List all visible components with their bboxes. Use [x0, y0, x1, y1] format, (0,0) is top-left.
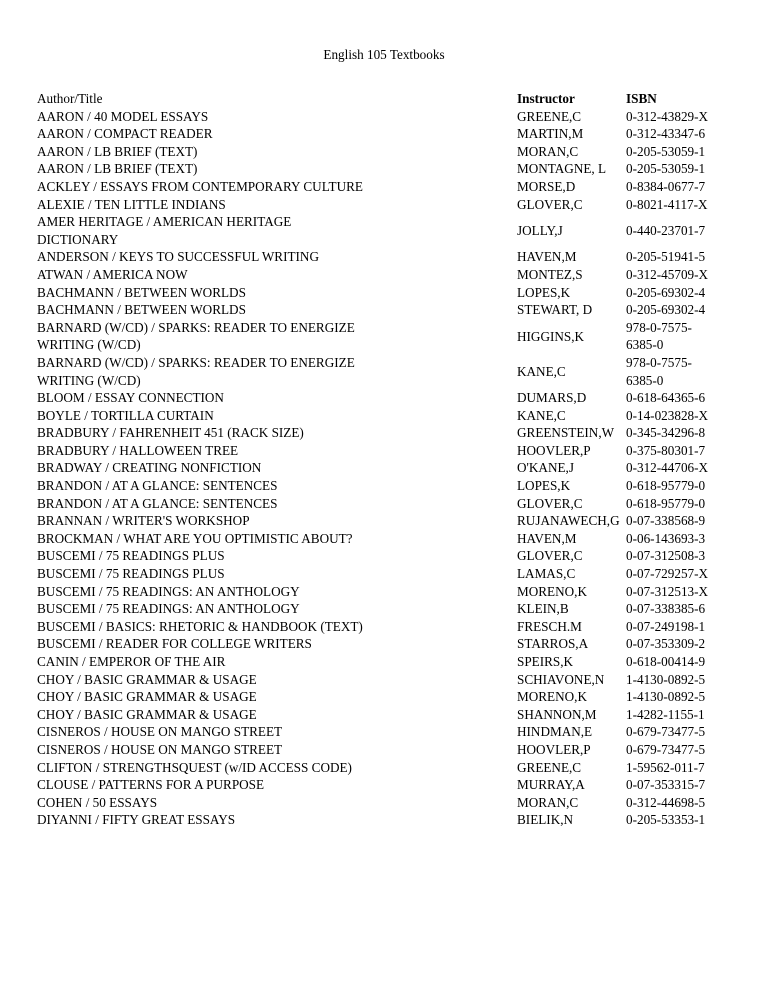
- table-row: [37, 125, 736, 143]
- table-row: [37, 811, 736, 829]
- table-row: [37, 213, 736, 248]
- cell-author-title-text: BUSCEMI / BASICS: RHETORIC & HANDBOOK (TEXT): [37, 618, 363, 634]
- cell-author-title: [37, 266, 517, 284]
- cell-author-title: [37, 213, 517, 248]
- table-row: [37, 424, 736, 442]
- table-row: [37, 442, 736, 460]
- cell-author-title: [37, 635, 517, 653]
- cell-author-title-text: BARNARD (W/CD) / SPARKS: READER TO ENERGIZE WRITING (W/CD): [37, 354, 355, 388]
- cell-instructor: MURRAY,A: [517, 777, 585, 793]
- cell-isbn-text: 1-4130-0892-5: [626, 671, 706, 687]
- cell-instructor: MONTAGNE, L: [517, 161, 607, 177]
- cell-isbn-text: 1-4282-1155-1: [626, 706, 705, 722]
- cell-isbn-text: 0-8021-4117-X: [626, 196, 708, 212]
- cell-isbn-text: 0-07-249198-1: [626, 618, 706, 634]
- cell-author-title: [37, 389, 517, 407]
- cell-author-title: [37, 143, 517, 161]
- cell-instructor: LOPES,K: [517, 284, 571, 300]
- cell-isbn: [622, 653, 736, 671]
- cell-isbn-text: 0-07-338385-6: [626, 601, 706, 617]
- cell-isbn: [622, 407, 736, 425]
- table-row: [37, 108, 736, 126]
- cell-isbn-text: 0-618-95779-0: [626, 478, 706, 494]
- cell-author-title-text: ACKLEY / ESSAYS FROM CONTEMPORARY CULTURE: [37, 178, 363, 194]
- cell-author-title: [37, 723, 517, 741]
- table-row: [37, 635, 736, 653]
- table-row: [37, 776, 736, 794]
- cell-isbn: [622, 671, 736, 689]
- cell-author-title: [37, 459, 517, 477]
- table-row: [37, 565, 736, 583]
- cell-isbn: [622, 794, 736, 812]
- cell-author-title: [37, 495, 517, 513]
- cell-isbn-text: 0-205-69302-4: [626, 284, 706, 300]
- table-row: [37, 407, 736, 425]
- cell-author-title: [37, 565, 517, 583]
- table-row: [37, 284, 736, 302]
- cell-isbn: [622, 143, 736, 161]
- cell-instructor: MORAN,C: [517, 794, 579, 810]
- table-row: [37, 495, 736, 513]
- cell-instructor: MORENO,K: [517, 689, 587, 705]
- cell-instructor: BIELIK,N: [517, 812, 574, 828]
- cell-isbn-text: 0-312-45709-X: [626, 266, 709, 282]
- cell-isbn: [622, 635, 736, 653]
- cell-isbn: [622, 600, 736, 618]
- cell-isbn: [622, 301, 736, 319]
- cell-isbn-text: 0-679-73477-5: [626, 724, 706, 740]
- cell-author-title-text: BOYLE / TORTILLA CURTAIN: [37, 407, 214, 423]
- cell-isbn-text: 0-07-353309-2: [626, 636, 706, 652]
- table-row: [37, 583, 736, 601]
- table-row: [37, 794, 736, 812]
- cell-instructor: GREENE,C: [517, 108, 582, 124]
- cell-author-title: [37, 583, 517, 601]
- table-row: [37, 477, 736, 495]
- cell-author-title-text: ANDERSON / KEYS TO SUCCESSFUL WRITING: [37, 249, 319, 265]
- cell-isbn: [622, 759, 736, 777]
- cell-instructor: GLOVER,C: [517, 548, 583, 564]
- cell-isbn: [622, 583, 736, 601]
- cell-instructor: MORAN,C: [517, 143, 579, 159]
- cell-author-title-text: COHEN / 50 ESSAYS: [37, 794, 158, 810]
- cell-isbn: [622, 618, 736, 636]
- cell-author-title: [37, 706, 517, 724]
- cell-isbn-text: 0-205-69302-4: [626, 302, 706, 318]
- cell-author-title-text: AMER HERITAGE / AMERICAN HERITAGE DICTIONARY: [37, 214, 292, 247]
- cell-isbn-text: 0-205-53353-1: [626, 812, 706, 828]
- cell-instructor: GLOVER,C: [517, 196, 583, 212]
- cell-author-title-text: CLOUSE / PATTERNS FOR A PURPOSE: [37, 777, 265, 793]
- cell-isbn: [622, 266, 736, 284]
- cell-author-title-text: ALEXIE / TEN LITTLE INDIANS: [37, 196, 226, 212]
- cell-isbn: [622, 284, 736, 302]
- cell-author-title: [37, 530, 517, 548]
- cell-instructor: GLOVER,C: [517, 495, 583, 511]
- cell-isbn: [622, 706, 736, 724]
- table-body: [37, 108, 736, 829]
- table-row: [37, 688, 736, 706]
- cell-instructor: LAMAS,C: [517, 566, 576, 582]
- cell-author-title: [37, 811, 517, 829]
- cell-isbn: [622, 459, 736, 477]
- cell-instructor: HAVEN,M: [517, 249, 577, 265]
- cell-isbn-text: 0-618-00414-9: [626, 654, 706, 669]
- cell-isbn: [622, 477, 736, 495]
- cell-author-title-text: BUSCEMI / 75 READINGS: AN ANTHOLOGY: [37, 601, 300, 617]
- cell-isbn-text: 0-440-23701-7: [626, 222, 706, 238]
- cell-author-title: [37, 653, 517, 671]
- cell-isbn: [622, 723, 736, 741]
- cell-author-title: [37, 794, 517, 812]
- cell-isbn-text: 0-205-53059-1: [626, 161, 706, 177]
- table-row: [37, 547, 736, 565]
- cell-author-title-text: BRADWAY / CREATING NONFICTION: [37, 460, 262, 476]
- cell-isbn: [622, 530, 736, 548]
- cell-isbn: [622, 319, 736, 354]
- cell-isbn: [622, 688, 736, 706]
- cell-isbn-text: 1-4130-0892-5: [626, 689, 706, 705]
- cell-author-title-text: CISNEROS / HOUSE ON MANGO STREET: [37, 724, 283, 740]
- cell-isbn-text: 0-312-44698-5: [626, 794, 706, 810]
- cell-instructor: LOPES,K: [517, 478, 571, 494]
- cell-author-title-text: BRADBURY / FAHRENHEIT 451 (RACK SIZE): [37, 425, 304, 441]
- cell-author-title-text: CLIFTON / STRENGTHSQUEST (w/ID ACCESS CODE): [37, 759, 352, 775]
- cell-instructor: MARTIN,M: [517, 126, 584, 142]
- cell-author-title: [37, 759, 517, 777]
- table-row: [37, 196, 736, 214]
- cell-author-title: [37, 301, 517, 319]
- cell-isbn-text: 0-07-338568-9: [626, 513, 706, 529]
- cell-instructor: KLEIN,B: [517, 601, 569, 617]
- cell-instructor: HAVEN,M: [517, 530, 577, 546]
- table-row: [37, 671, 736, 689]
- textbook-table: [37, 90, 736, 829]
- cell-author-title: [37, 424, 517, 442]
- cell-instructor: GREENE,C: [517, 759, 582, 775]
- cell-author-title-text: CHOY / BASIC GRAMMAR & USAGE: [37, 671, 257, 687]
- cell-isbn: [622, 565, 736, 583]
- cell-instructor: HOOVLER,P: [517, 442, 591, 458]
- cell-author-title: [37, 407, 517, 425]
- cell-author-title: [37, 688, 517, 706]
- cell-author-title-text: AARON / LB BRIEF (TEXT): [37, 143, 198, 159]
- cell-isbn-text: 0-679-73477-5: [626, 741, 706, 757]
- cell-author-title-text: BROCKMAN / WHAT ARE YOU OPTIMISTIC ABOUT?: [37, 530, 353, 546]
- cell-isbn-text: 0-07-312513-X: [626, 583, 709, 599]
- cell-author-title-text: BRADBURY / HALLOWEEN TREE: [37, 442, 239, 458]
- cell-author-title: [37, 512, 517, 530]
- table-row: [37, 248, 736, 266]
- table-row: [37, 354, 736, 389]
- cell-instructor: KANE,C: [517, 407, 566, 423]
- cell-isbn-text: 0-312-43829-X: [626, 108, 709, 124]
- cell-author-title-text: BUSCEMI / READER FOR COLLEGE WRITERS: [37, 636, 312, 652]
- cell-author-title-text: AARON / 40 MODEL ESSAYS: [37, 108, 209, 124]
- cell-author-title: [37, 741, 517, 759]
- header-author-title: Author/Title: [37, 91, 103, 106]
- cell-author-title: [37, 442, 517, 460]
- cell-author-title-text: CHOY / BASIC GRAMMAR & USAGE: [37, 689, 257, 705]
- cell-author-title-text: AARON / LB BRIEF (TEXT): [37, 161, 198, 177]
- cell-isbn-text: 0-14-023828-X: [626, 407, 709, 423]
- table-row: [37, 723, 736, 741]
- cell-author-title: [37, 600, 517, 618]
- cell-isbn: [622, 160, 736, 178]
- cell-isbn-text: 0-312-43347-6: [626, 126, 706, 142]
- cell-author-title: [37, 108, 517, 126]
- cell-isbn: [622, 424, 736, 442]
- cell-isbn: [622, 741, 736, 759]
- cell-instructor: HOOVLER,P: [517, 741, 591, 757]
- table-row: [37, 178, 736, 196]
- cell-author-title: [37, 125, 517, 143]
- cell-instructor: MORSE,D: [517, 178, 576, 194]
- cell-author-title-text: CANIN / EMPEROR OF THE AIR: [37, 654, 226, 669]
- table-row: [37, 266, 736, 284]
- cell-isbn-text: 0-07-312508-3: [626, 548, 706, 564]
- cell-isbn-text: 1-59562-011-7: [626, 759, 705, 775]
- cell-author-title-text: BUSCEMI / 75 READINGS PLUS: [37, 566, 225, 582]
- table-row: [37, 618, 736, 636]
- table-row: [37, 759, 736, 777]
- cell-instructor: SPEIRS,K: [517, 654, 574, 669]
- cell-isbn-text: 978-0-7575-6385-0: [626, 354, 692, 388]
- cell-author-title-text: BACHMANN / BETWEEN WORLDS: [37, 284, 246, 300]
- cell-instructor: FRESCH.M: [517, 618, 582, 634]
- cell-author-title: [37, 284, 517, 302]
- cell-isbn-text: 0-312-44706-X: [626, 460, 709, 476]
- cell-author-title-text: BUSCEMI / 75 READINGS: AN ANTHOLOGY: [37, 583, 300, 599]
- table-row: [37, 160, 736, 178]
- cell-instructor: GREENSTEIN,W: [517, 425, 615, 441]
- cell-author-title: [37, 776, 517, 794]
- table-row: [37, 389, 736, 407]
- cell-author-title-text: AARON / COMPACT READER: [37, 126, 213, 142]
- cell-author-title-text: BRANDON / AT A GLANCE: SENTENCES: [37, 495, 278, 511]
- cell-author-title-text: BLOOM / ESSAY CONNECTION: [37, 390, 224, 406]
- cell-author-title-text: BRANDON / AT A GLANCE: SENTENCES: [37, 478, 278, 494]
- table-row: [37, 653, 736, 671]
- cell-author-title-text: BUSCEMI / 75 READINGS PLUS: [37, 548, 225, 564]
- cell-isbn-text: 0-205-53059-1: [626, 143, 706, 159]
- cell-isbn: [622, 196, 736, 214]
- cell-isbn: [622, 547, 736, 565]
- cell-author-title-text: DIYANNI / FIFTY GREAT ESSAYS: [37, 812, 236, 828]
- cell-isbn-text: 0-07-729257-X: [626, 566, 709, 582]
- table-header-row: [37, 90, 736, 108]
- cell-isbn: [622, 389, 736, 407]
- cell-isbn: [622, 248, 736, 266]
- table-row: [37, 741, 736, 759]
- cell-isbn-text: 0-618-64365-6: [626, 390, 706, 406]
- cell-isbn: [622, 442, 736, 460]
- table-row: [37, 143, 736, 161]
- cell-author-title-text: BRANNAN / WRITER'S WORKSHOP: [37, 513, 250, 529]
- cell-instructor: HIGGINS,K: [517, 328, 585, 344]
- cell-author-title: [37, 248, 517, 266]
- cell-isbn: [622, 512, 736, 530]
- cell-instructor: KANE,C: [517, 363, 566, 379]
- header-isbn: ISBN: [626, 91, 657, 106]
- cell-author-title: [37, 547, 517, 565]
- cell-isbn-text: 0-618-95779-0: [626, 495, 706, 511]
- cell-instructor: HINDMAN,E: [517, 724, 593, 740]
- cell-isbn-text: 0-06-143693-3: [626, 530, 706, 546]
- cell-instructor: MONTEZ,S: [517, 266, 583, 282]
- table-row: [37, 301, 736, 319]
- cell-isbn: [622, 811, 736, 829]
- cell-isbn-text: 0-375-80301-7: [626, 442, 706, 458]
- cell-author-title: [37, 319, 517, 354]
- cell-instructor: DUMARS,D: [517, 390, 587, 406]
- cell-isbn-text: 0-205-51941-5: [626, 249, 706, 265]
- cell-isbn: [622, 776, 736, 794]
- page-title: English 105 Textbooks: [323, 47, 445, 62]
- cell-isbn: [622, 178, 736, 196]
- table-row: [37, 319, 736, 354]
- cell-author-title: [37, 618, 517, 636]
- cell-instructor: MORENO,K: [517, 583, 587, 599]
- cell-author-title-text: CHOY / BASIC GRAMMAR & USAGE: [37, 706, 257, 722]
- cell-isbn-text: 0-345-34296-8: [626, 425, 706, 441]
- cell-author-title-text: CISNEROS / HOUSE ON MANGO STREET: [37, 741, 283, 757]
- cell-instructor: RUJANAWECH,G: [517, 513, 620, 529]
- table-row: [37, 459, 736, 477]
- cell-isbn: [622, 354, 736, 389]
- cell-instructor: JOLLY,J: [517, 222, 563, 238]
- cell-isbn: [622, 495, 736, 513]
- cell-instructor: SHANNON,M: [517, 706, 597, 722]
- table-row: [37, 706, 736, 724]
- cell-instructor: O'KANE,J: [517, 460, 574, 476]
- cell-instructor: STEWART, D: [517, 302, 593, 318]
- table-row: [37, 600, 736, 618]
- cell-author-title: [37, 477, 517, 495]
- cell-instructor: STARROS,A: [517, 636, 589, 652]
- cell-isbn: [622, 125, 736, 143]
- table-row: [37, 530, 736, 548]
- cell-author-title: [37, 178, 517, 196]
- cell-author-title-text: ATWAN / AMERICA NOW: [37, 266, 188, 282]
- cell-isbn-text: 0-07-353315-7: [626, 777, 706, 793]
- table-row: [37, 512, 736, 530]
- cell-isbn: [622, 108, 736, 126]
- cell-author-title: [37, 354, 517, 389]
- header-instructor: Instructor: [517, 91, 575, 106]
- cell-isbn-text: 0-8384-0677-7: [626, 178, 706, 194]
- cell-author-title-text: BARNARD (W/CD) / SPARKS: READER TO ENERGIZE WRITING (W/CD): [37, 319, 355, 353]
- cell-author-title: [37, 196, 517, 214]
- cell-author-title-text: BACHMANN / BETWEEN WORLDS: [37, 302, 246, 318]
- cell-isbn: [622, 213, 736, 248]
- cell-instructor: SCHIAVONE,N: [517, 671, 605, 687]
- cell-author-title: [37, 160, 517, 178]
- cell-isbn-text: 978-0-7575-6385-0: [626, 319, 692, 353]
- cell-author-title: [37, 671, 517, 689]
